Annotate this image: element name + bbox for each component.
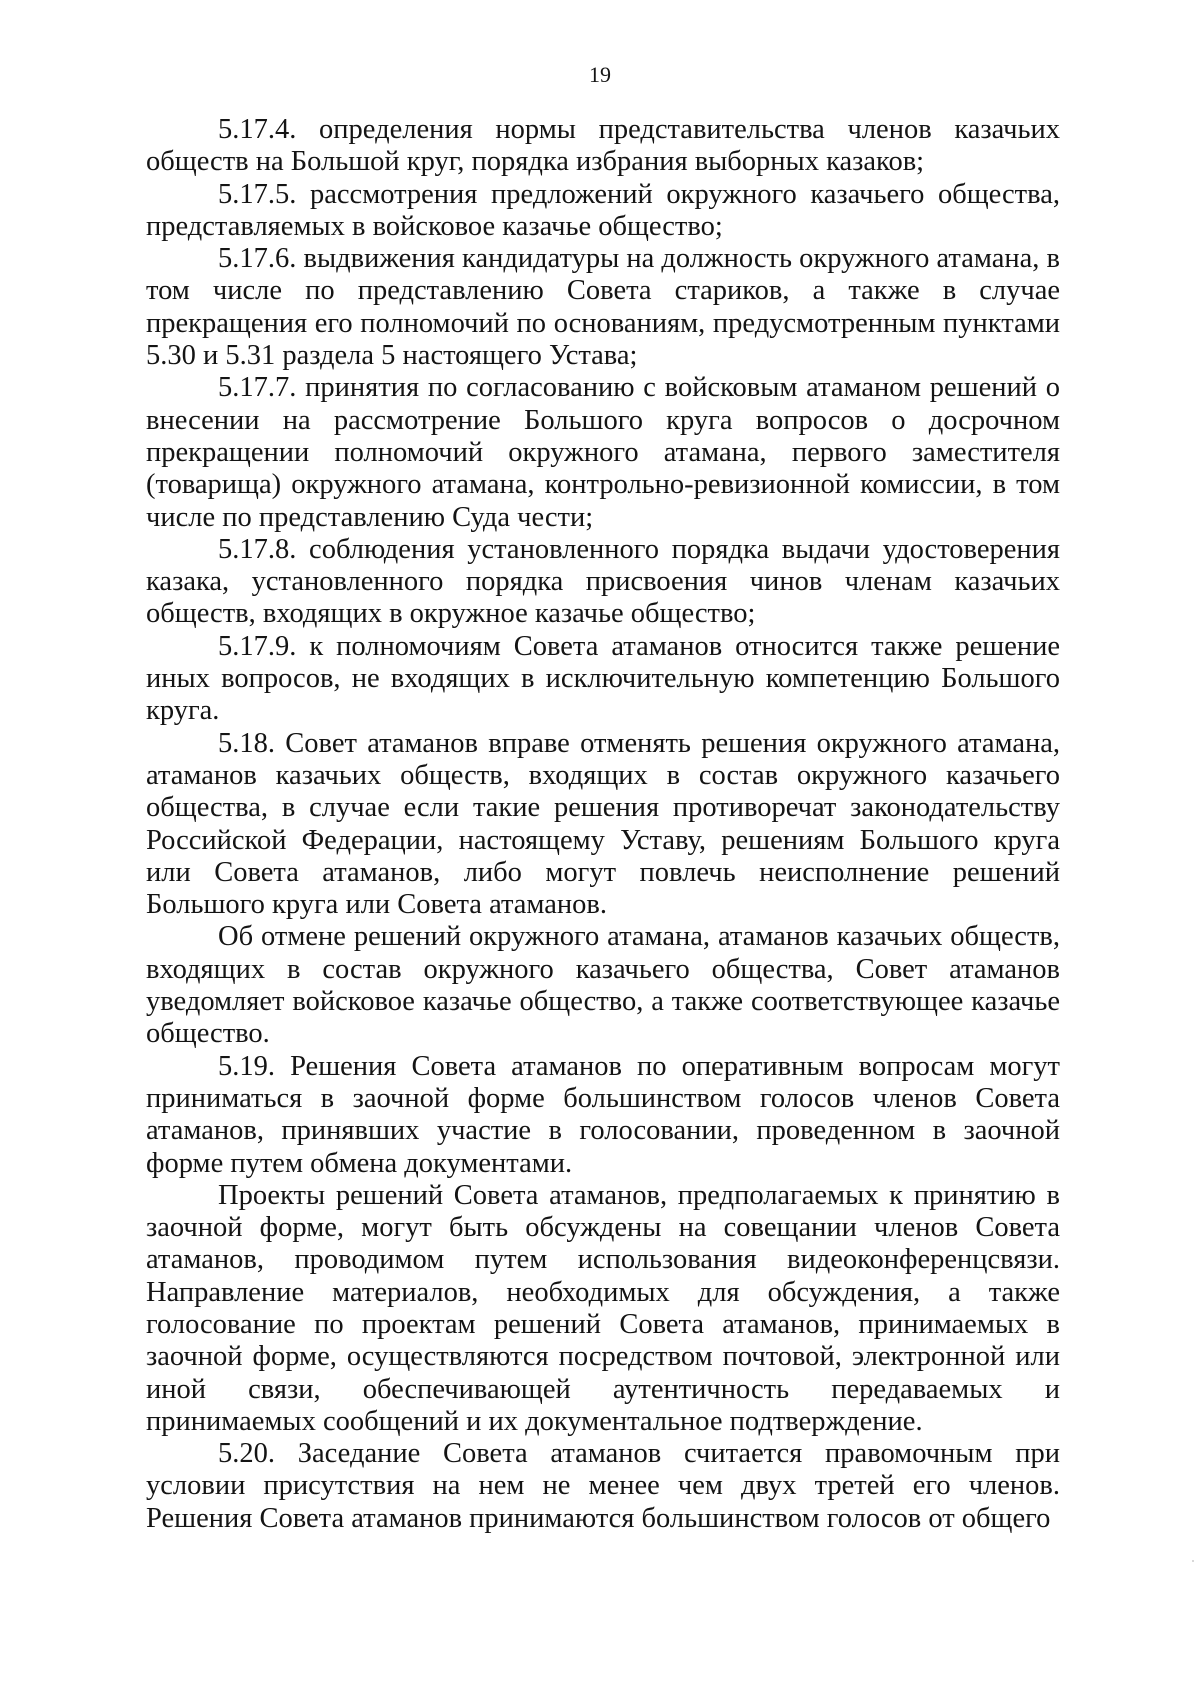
paragraph-5-18: 5.18. Совет атаманов вправе отменять решения окружного атамана, атаманов казачьих обществ, входящих в состав окружного казачьего общества, в случае если такие решения противоречат законодательству Российской Федерации, настоящему Уставу, решениям Большого круга или Совета атаманов, либо могут повлечь неисполнение решений Большого круга или Совета атаманов. [146,727,1060,921]
paragraph-5-17-7: 5.17.7. принятия по согласованию с войсковым атаманом решений о внесении на рассмотрение Большого круга вопросов о досрочном прекращении полномочий окружного атамана, первого заместителя (товарища) окружного атамана, контрольно-ревизионной комиссии, в том числе по представлению Суда чести; [146,372,1060,533]
paragraph-5-17-9: 5.17.9. к полномочиям Совета атаманов относится также решение иных вопросов, не входящих в исключительную компетенцию Большого круга. [146,630,1060,727]
paragraph-5-18-notice: Об отмене решений окружного атамана, атаманов казачьих обществ, входящих в состав окружного казачьего общества, Совет атаманов уведомляет войсковое казачье общество, а также соответствующее казачье общество. [146,921,1060,1050]
paragraph-5-17-6: 5.17.6. выдвижения кандидатуры на должность окружного атамана, в том числе по представлению Совета стариков, а также в случае прекращения его полномочий по основаниям, предусмотренным пунктами 5.30 и 5.31 раздела 5 настоящего Устава; [146,243,1060,372]
paragraph-5-20: 5.20. Заседание Совета атаманов считается правомочным при условии присутствия на нем не менее чем двух третей его членов. Решения Совета атаманов принимаются большинством голосов от общего [146,1438,1060,1534]
scan-artifact [1192,1560,1194,1562]
paragraph-5-19: 5.19. Решения Совета атаманов по оперативным вопросам могут приниматься в заочной форме большинством голосов членов Совета атаманов, принявших участие в голосовании, проведенном в заочной форме путем обмена документами. [146,1050,1060,1179]
paragraph-5-17-5: 5.17.5. рассмотрения предложений окружного казачьего общества, представляемых в войсковое казачье общество; [146,178,1060,242]
paragraph-5-17-4: 5.17.4. определения нормы представительства членов казачьих обществ на Большой круг, порядка избрания выборных казаков; [146,114,1060,178]
paragraph-5-17-8: 5.17.8. соблюдения установленного порядка выдачи удостоверения казака, установленного порядка присвоения чинов членам казачьих обществ, входящих в окружное казачье общество; [146,533,1060,630]
page-number: 19 [589,62,611,87]
document-body [146,114,1060,1535]
paragraph-5-19-projects: Проекты решений Совета атаманов, предполагаемых к принятию в заочной форме, могут быть обсуждены на совещании членов Совета атаманов, проводимом путем использования видеоконференцсвязи. Направление материалов, необходимых для обсуждения, а также голосование по проектам решений Совета атаманов, принимаемых в заочной форме, осуществляются посредством почтовой, электронной или иной связи, обеспечивающей аутентичность передаваемых и принимаемых сообщений и их документальное подтверждение. [146,1179,1060,1437]
